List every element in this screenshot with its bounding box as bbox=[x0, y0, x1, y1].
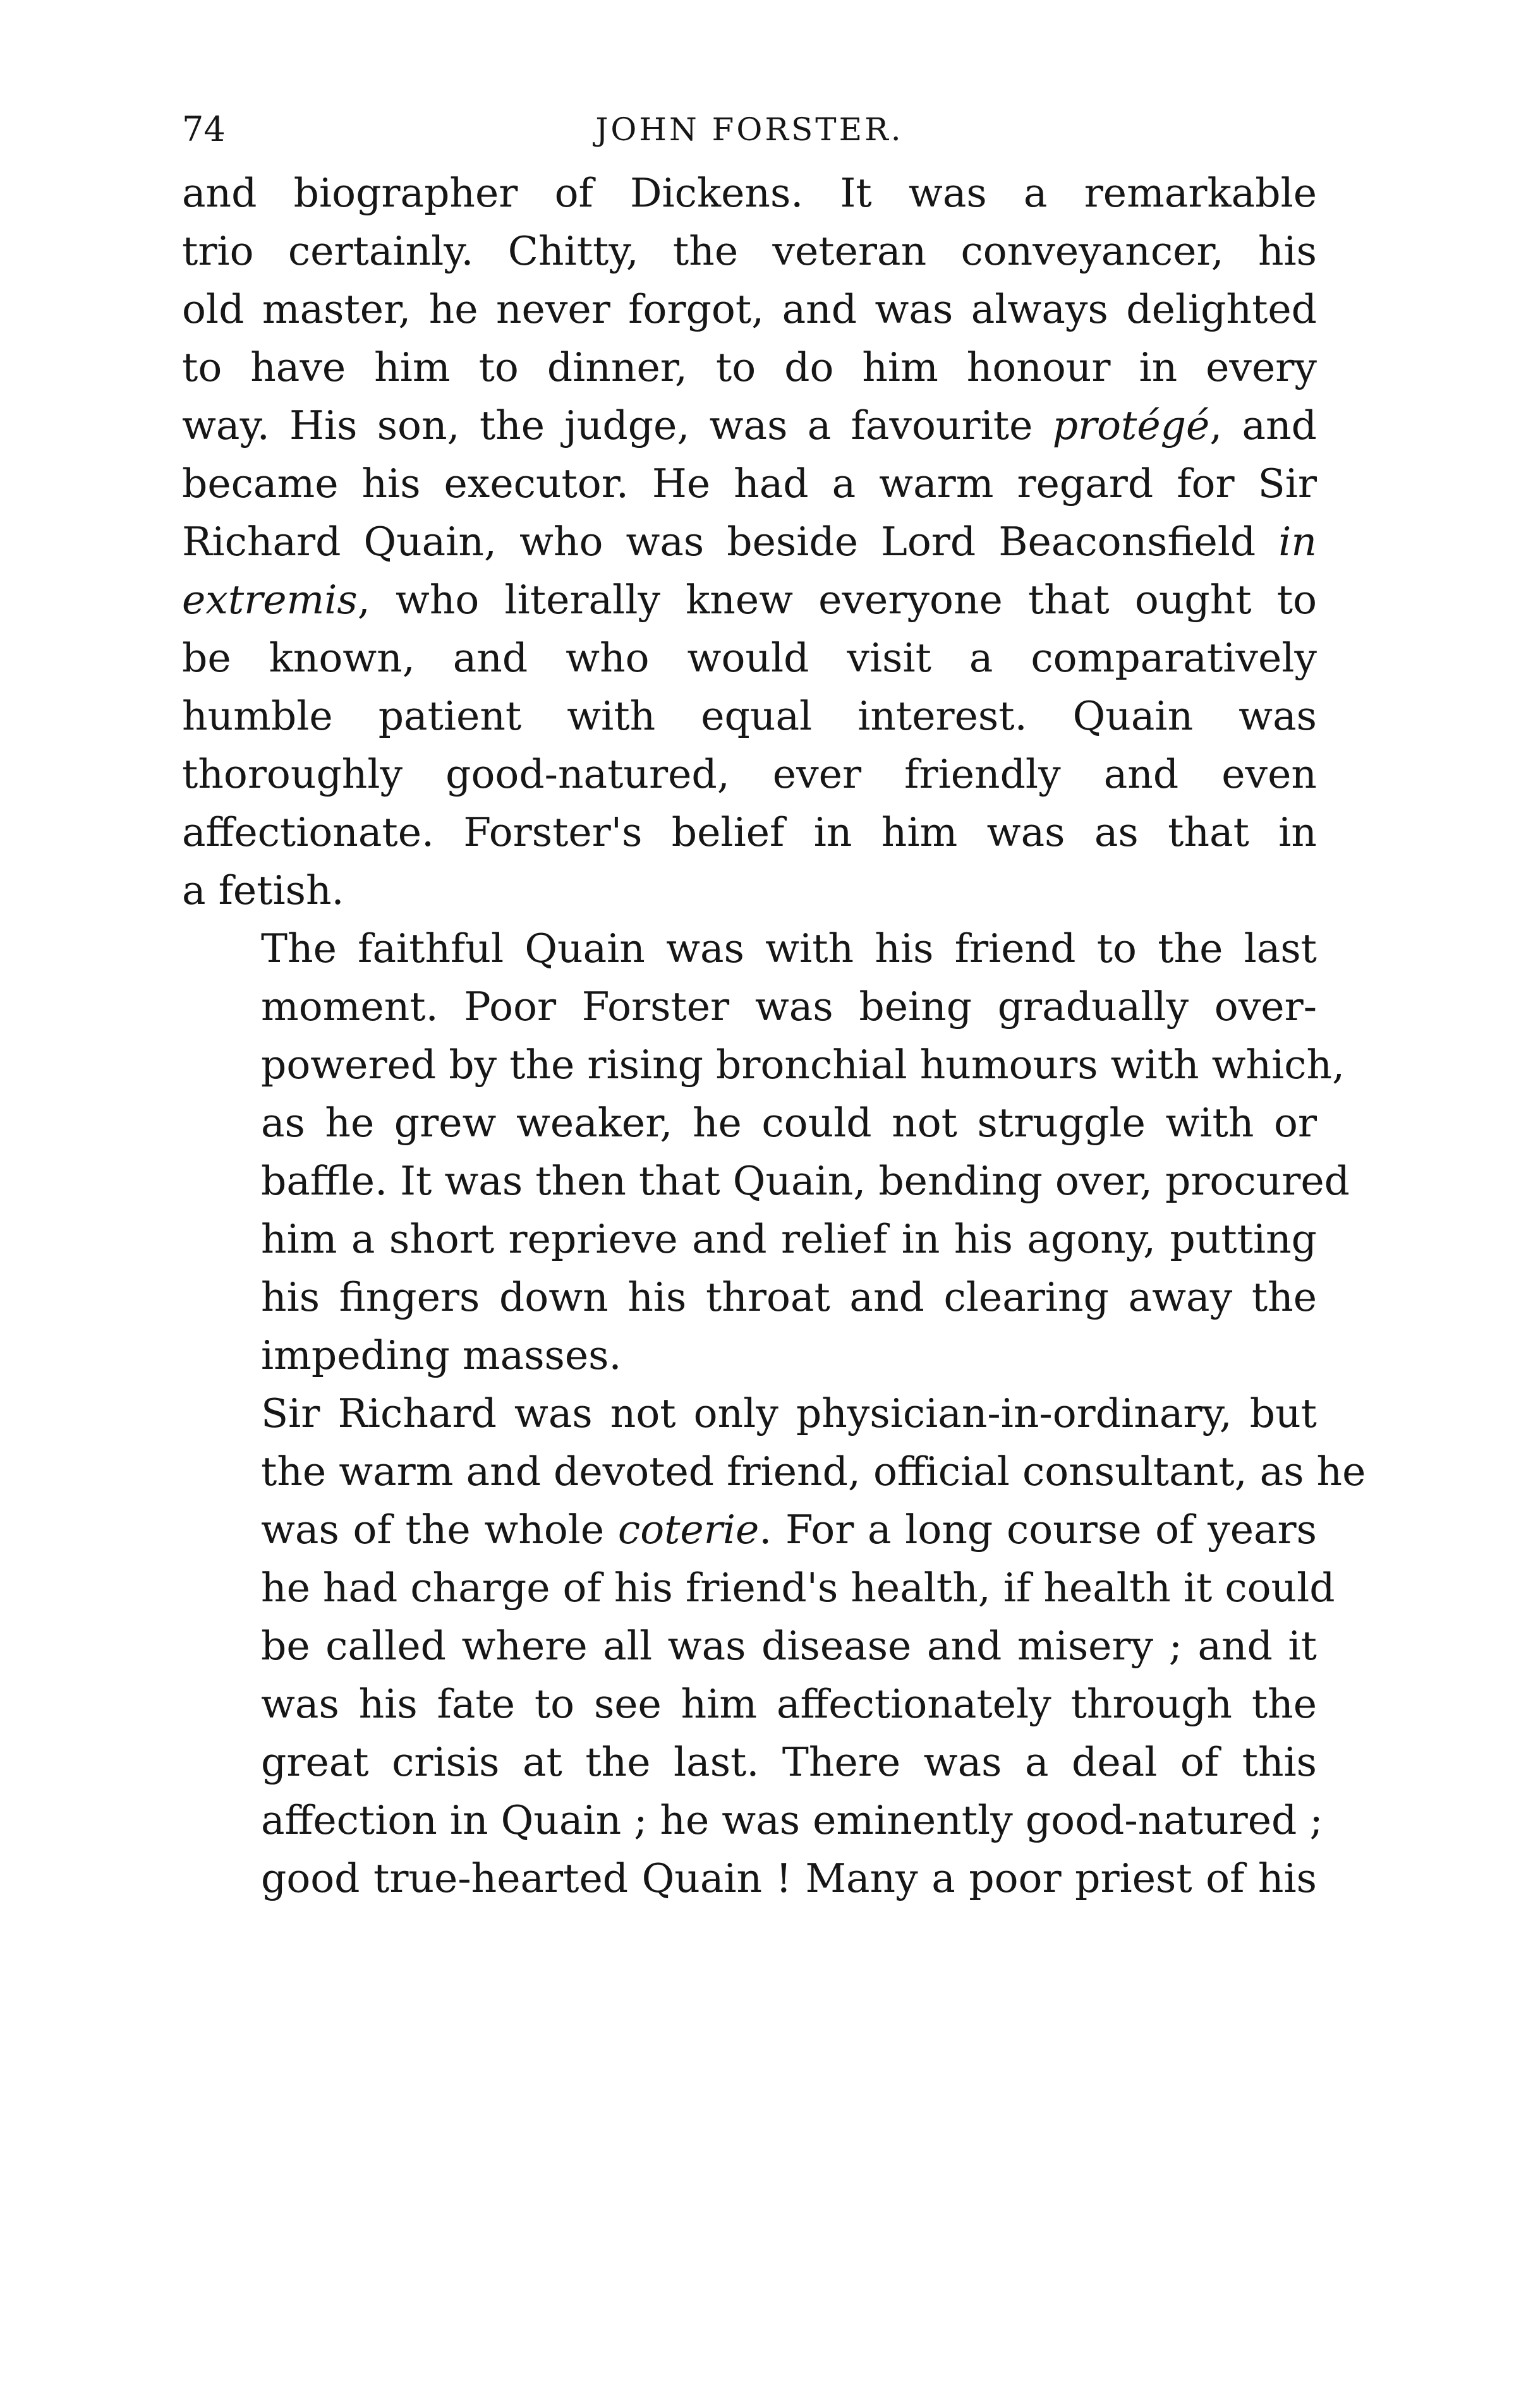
text-line: his fingers down his throat and clearing away the bbox=[261, 1274, 1317, 1320]
page-header bbox=[182, 95, 1317, 164]
text-line: good true-hearted Quain ! Many a poor priest of his bbox=[261, 1855, 1317, 1901]
text-line: thoroughly good-natured, ever friendly and even bbox=[182, 751, 1317, 797]
text-line: became his executor. He had a warm regard for Sir bbox=[182, 461, 1317, 507]
text-line: affectionate. Forster's belief in him was as that in bbox=[182, 809, 1317, 855]
text-line: Richard Quain, who was beside Lord Beaconsfield in bbox=[182, 519, 1317, 565]
italic-term: protégé bbox=[1052, 402, 1210, 448]
text-line: was his fate to see him affectionately through the bbox=[261, 1681, 1317, 1727]
page-number: 74 bbox=[182, 109, 226, 149]
text-line: be known, and who would visit a comparatively bbox=[182, 635, 1317, 681]
text-line: humble patient with equal interest. Quain was bbox=[182, 693, 1317, 739]
text-line: impeding masses. bbox=[261, 1332, 622, 1378]
text-line: was of the whole coterie. For a long course of years bbox=[261, 1507, 1317, 1553]
text-line: the warm and devoted friend, official consultant, as he bbox=[261, 1448, 1366, 1495]
body-text bbox=[182, 164, 1366, 1908]
book-page bbox=[182, 95, 1366, 1908]
text-line: trio certainly. Chitty, the veteran conveyancer, his bbox=[182, 228, 1317, 274]
text-line: way. His son, the judge, was a favourite protégé, and bbox=[182, 402, 1317, 448]
italic-term: extremis bbox=[182, 577, 358, 623]
running-title: JOHN FORSTER. bbox=[595, 111, 904, 148]
text-line: Sir Richard was not only physician-in-ordinary, but bbox=[261, 1390, 1317, 1436]
text-line: as he grew weaker, he could not struggle with or bbox=[261, 1100, 1317, 1146]
text-line: extremis, who literally knew everyone that ought to bbox=[182, 577, 1317, 623]
text-line: he had charge of his friend's health, if health it could bbox=[261, 1565, 1335, 1611]
text-line: great crisis at the last. There was a deal of this bbox=[261, 1739, 1317, 1785]
text-line: powered by the rising bronchial humours with which, bbox=[261, 1042, 1345, 1088]
text-line: a fetish. bbox=[182, 867, 344, 913]
text-line: baffle. It was then that Quain, bending over, procured bbox=[261, 1158, 1350, 1204]
text-line: old master, he never forgot, and was always delighted bbox=[182, 286, 1317, 332]
text-line: be called where all was disease and misery ; and it bbox=[261, 1623, 1317, 1669]
paragraph-1 bbox=[182, 164, 1317, 920]
italic-term: coterie bbox=[617, 1507, 760, 1553]
text-line: moment. Poor Forster was being gradually over- bbox=[261, 984, 1317, 1030]
text-line: and biographer of Dickens. It was a remarkable bbox=[182, 170, 1317, 216]
text-line: affection in Quain ; he was eminently good-natured ; bbox=[261, 1797, 1323, 1843]
text-line: him a short reprieve and relief in his agony, putting bbox=[261, 1216, 1317, 1262]
text-line: The faithful Quain was with his friend to the last bbox=[261, 925, 1317, 972]
italic-term: in bbox=[1278, 519, 1317, 565]
paragraph-3 bbox=[182, 1385, 1366, 1908]
text-line: to have him to dinner, to do him honour in every bbox=[182, 344, 1317, 390]
paragraph-2 bbox=[182, 920, 1350, 1385]
